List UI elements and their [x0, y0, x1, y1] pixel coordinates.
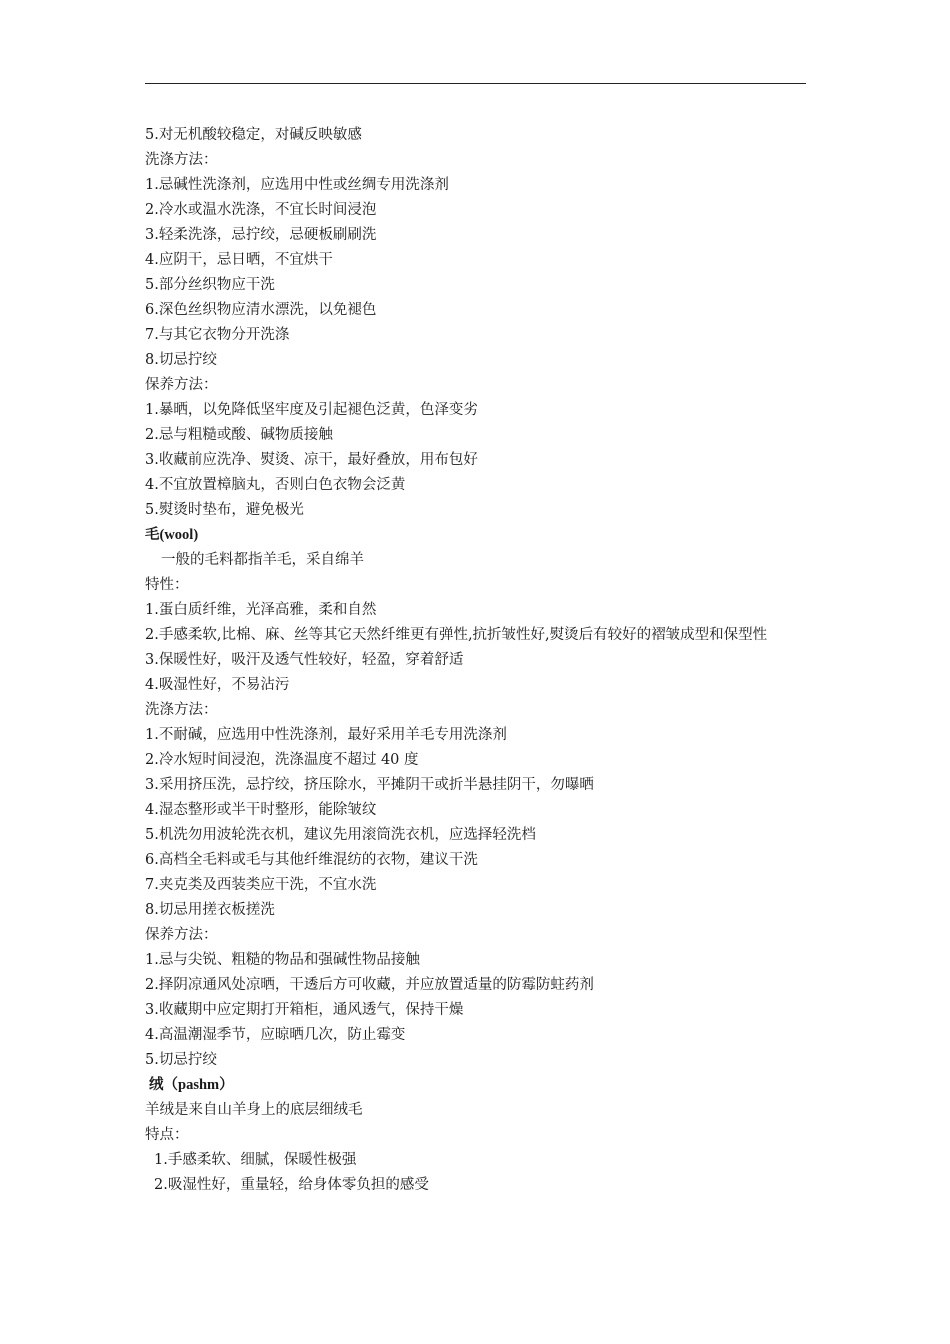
- silk-care-item: 2.忌与粗糙或酸、碱物质接触: [145, 427, 333, 443]
- document-body: [145, 123, 810, 1198]
- wool-features-title: 特性：: [145, 577, 189, 593]
- pashm-intro: 羊绒是来自山羊身上的底层细绒毛: [145, 1102, 363, 1118]
- wool-intro: 一般的毛料都指羊毛，采自绵羊: [161, 552, 364, 568]
- wool-care-item: 1.忌与尖锐、粗糙的物品和强碱性物品接触: [145, 952, 420, 968]
- silk-washing-item: 4.应阴干，忌日晒，不宜烘干: [145, 252, 333, 268]
- silk-washing-item: 2.冷水或温水洗涤，不宜长时间浸泡: [145, 202, 377, 218]
- silk-washing-item: 6.深色丝织物应清水漂洗，以免褪色: [145, 302, 377, 318]
- wool-care-item: 3.收藏期中应定期打开箱柜，通风透气，保持干燥: [145, 1002, 464, 1018]
- header-rule: [145, 83, 806, 84]
- silk-care-item: 4.不宜放置樟脑丸，否则白色衣物会泛黄: [145, 477, 406, 493]
- wool-feature-item: 4.吸湿性好，不易沾污: [145, 677, 290, 693]
- wool-feature-item: 3.保暖性好，吸汗及透气性较好，轻盈，穿着舒适: [145, 652, 464, 668]
- silk-care-title: 保养方法：: [145, 377, 218, 393]
- silk-care-item: 5.熨烫时垫布，避免极光: [145, 502, 304, 518]
- wool-feature-item: 1.蛋白质纤维，光泽高雅，柔和自然: [145, 602, 377, 618]
- wool-washing-item: 7.夹克类及西装类应干洗，不宜水洗: [145, 877, 377, 893]
- wool-washing-item: 3.采用挤压洗，忌拧绞，挤压除水，平摊阴干或折半悬挂阴干，勿曝晒: [145, 777, 594, 793]
- pashm-feature-item: 2.吸湿性好，重量轻，给身体零负担的感受: [154, 1177, 429, 1193]
- pashm-features-title: 特点：: [145, 1127, 189, 1143]
- wool-washing-item: 4.湿态整形或半干时整形，能除皱纹: [145, 802, 377, 818]
- wool-care-item: 4.高温潮湿季节，应晾晒几次，防止霉变: [145, 1027, 406, 1043]
- pashm-heading: 绒（pashm）: [149, 1077, 234, 1093]
- pashm-feature-item: 1.手感柔软、细腻，保暖性极强: [154, 1152, 357, 1168]
- silk-washing-item: 5.部分丝织物应干洗: [145, 277, 275, 293]
- silk-washing-title: 洗涤方法：: [145, 152, 218, 168]
- silk-feature-5: 5.对无机酸较稳定，对碱反映敏感: [145, 127, 362, 143]
- wool-washing-item: 8.切忌用搓衣板搓洗: [145, 902, 275, 918]
- wool-care-item: 2.择阴凉通风处凉晒，干透后方可收藏，并应放置适量的防霉防蛀药剂: [145, 977, 594, 993]
- silk-washing-item: 7.与其它衣物分开洗涤: [145, 327, 290, 343]
- silk-washing-item: 8.切忌拧绞: [145, 352, 217, 368]
- wool-washing-item: 1.不耐碱，应选用中性洗涤剂，最好采用羊毛专用洗涤剂: [145, 727, 507, 743]
- wool-washing-item: 2.冷水短时间浸泡，洗涤温度不超过 40 度: [145, 752, 419, 768]
- wool-washing-title: 洗涤方法：: [145, 702, 218, 718]
- wool-heading: 毛(wool): [145, 527, 199, 543]
- wool-washing-item: 5.机洗勿用波轮洗衣机，建议先用滚筒洗衣机，应选择轻洗档: [145, 827, 536, 843]
- wool-care-item: 5.切忌拧绞: [145, 1052, 217, 1068]
- wool-care-title: 保养方法：: [145, 927, 218, 943]
- wool-washing-item: 6.高档全毛料或毛与其他纤维混纺的衣物，建议干洗: [145, 852, 478, 868]
- silk-washing-item: 3.轻柔洗涤，忌拧绞，忌硬板刷刷洗: [145, 227, 377, 243]
- silk-care-item: 1.暴晒，以免降低坚牢度及引起褪色泛黄，色泽变劣: [145, 402, 478, 418]
- wool-feature-item: 2.手感柔软,比棉、麻、丝等其它天然纤维更有弹性,抗折皱性好,熨烫后有较好的褶皱成型和保型性: [145, 627, 768, 643]
- silk-care-item: 3.收藏前应洗净、熨烫、凉干，最好叠放，用布包好: [145, 452, 478, 468]
- silk-washing-item: 1.忌碱性洗涤剂，应选用中性或丝绸专用洗涤剂: [145, 177, 449, 193]
